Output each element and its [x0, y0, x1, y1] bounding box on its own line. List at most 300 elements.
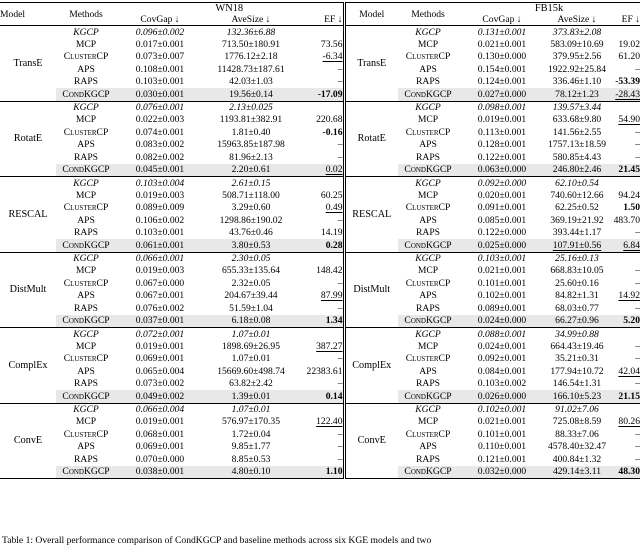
fb15k-value-cell: 61.20 [618, 51, 640, 63]
fb15k-value-cell: 91.02±7.06 [555, 404, 599, 415]
wn18-value-cell: 0.067±0.000 [135, 277, 185, 289]
method-cell: APS [419, 214, 437, 226]
fb15k-value-cell: 664.43±19.46 [550, 340, 604, 352]
fb15k-value-cell: 583.09±10.69 [550, 38, 604, 50]
fb15k-value-cell: 0.020±0.001 [477, 189, 527, 201]
method-cell: APS [77, 63, 95, 75]
wn18-value-cell: 0.073±0.007 [135, 51, 185, 63]
fb15k-value-cell [608, 328, 640, 341]
wn18-value-cell: -0.16 [322, 126, 343, 138]
wn18-value-cell [298, 403, 344, 416]
table-row [0, 328, 640, 341]
fb15k-value-cell: 19.02 [618, 38, 640, 50]
method-cell: KGCP [415, 102, 441, 113]
model-name: TransE [13, 57, 43, 69]
fb15k-value-cell: 139.57±3.44 [552, 102, 602, 113]
table-row [0, 151, 640, 164]
method-cell: RAPS [74, 378, 98, 390]
fb15k-value-cell: 400.84±1.32 [552, 453, 602, 465]
table-row [0, 390, 640, 403]
wn18-value-cell: 4.80±0.10 [204, 466, 298, 479]
fb15k-value-cell: 0.085±0.001 [477, 214, 527, 226]
method-cell: APS [77, 441, 95, 453]
wn18-value-cell: 22383.61 [306, 365, 343, 377]
fb15k-value-cell: – [635, 277, 640, 289]
fb15k-value-cell: 146.54±1.31 [552, 378, 602, 390]
fb15k-value-cell: 0.102±0.001 [477, 290, 527, 302]
wn18-value-cell: – [337, 214, 343, 226]
wn18-value-cell: 87.99 [320, 290, 343, 302]
method-cell: CondKGCP [56, 390, 116, 403]
method-cell: ClusterCP [63, 353, 109, 365]
fb15k-value-cell: 580.85±4.43 [552, 151, 602, 163]
fb15k-value-cell: 0.084±0.001 [477, 365, 527, 377]
wn18-value-cell: – [337, 139, 343, 151]
method-cell: ClusterCP [405, 428, 451, 440]
wn18-value-cell: – [337, 302, 343, 314]
fb15k-value-cell: 88.33±7.06 [555, 428, 599, 440]
wn18-value-cell: 655.33±135.64 [221, 265, 281, 277]
method-cell: KGCP [415, 404, 441, 415]
fb15k-value-cell: 0.063±0.000 [458, 164, 546, 177]
wn18-value-cell: 1.81±0.40 [231, 126, 271, 138]
table-row [0, 353, 640, 366]
fb15k-value-cell: 66.27±0.96 [546, 315, 608, 328]
fb15k-value-cell: 246.80±2.46 [546, 164, 608, 177]
fb15k-value-cell [608, 403, 640, 416]
method-cell: KGCP [73, 404, 99, 415]
method-cell: MCP [417, 38, 439, 50]
wn18-value-cell: 2.30±0.05 [231, 253, 271, 264]
wn18-value-cell: 0.017±0.001 [135, 38, 185, 50]
table-row [0, 139, 640, 152]
wn18-value-cell: 0.089±0.009 [135, 202, 185, 214]
method-cell: APS [77, 214, 95, 226]
fb15k-value-cell: 0.092±0.000 [477, 177, 527, 189]
wn18-value-cell: – [337, 353, 343, 365]
table-row [0, 428, 640, 441]
wn18-value-cell [298, 177, 344, 190]
method-cell: CondKGCP [398, 164, 458, 177]
method-cell: CondKGCP [56, 164, 116, 177]
fb15k-value-cell: 107.91±0.56 [546, 239, 608, 252]
fb15k-value-cell: 1922.92±25.84 [547, 63, 607, 75]
wn18-value-cell: 1898.69±26.95 [221, 340, 281, 352]
model-name: RESCAL [344, 177, 398, 253]
fb15k-value-cell: – [635, 265, 640, 277]
wn18-value-cell: 42.03±1.03 [229, 76, 273, 88]
method-cell: RAPS [416, 302, 440, 314]
fb15k-value-cell: 25.16±0.13 [555, 253, 599, 264]
header-model-2: Model [344, 3, 398, 26]
method-cell: RAPS [416, 378, 440, 390]
method-cell: ClusterCP [63, 51, 109, 63]
wn18-value-cell: – [337, 441, 343, 453]
table-row [0, 126, 640, 139]
wn18-value-cell: 3.80±0.53 [204, 239, 298, 252]
wn18-value-cell: 713.50±180.91 [221, 38, 281, 50]
fb15k-value-cell: 0.113±0.001 [477, 126, 527, 138]
wn18-value-cell: 15669.60±498.74 [217, 365, 285, 377]
method-cell: RAPS [416, 151, 440, 163]
model-name: TransE [344, 26, 398, 102]
wn18-value-cell: 0.019±0.001 [135, 416, 185, 428]
wn18-value-cell: 1.10 [298, 466, 344, 479]
wn18-value-cell: 1.07±0.01 [231, 328, 271, 340]
fb15k-value-cell: – [635, 227, 640, 239]
method-cell: APS [419, 139, 437, 151]
wn18-value-cell: 0.076±0.002 [135, 302, 185, 314]
method-cell: ClusterCP [63, 126, 109, 138]
wn18-value-cell: -17.09 [298, 88, 344, 101]
wn18-value-cell: – [337, 151, 343, 163]
method-cell: APS [419, 63, 437, 75]
table-row [0, 378, 640, 391]
wn18-value-cell: 1.72±0.04 [231, 428, 271, 440]
header-methods: Methods [69, 8, 103, 20]
fb15k-value-cell: 0.025±0.000 [458, 239, 546, 252]
wn18-value-cell: 14.19 [320, 227, 343, 239]
method-cell: MCP [417, 189, 439, 201]
wn18-value-cell: 1.34 [298, 315, 344, 328]
fb15k-value-cell: 0.130±0.000 [477, 51, 527, 63]
method-cell: CondKGCP [398, 466, 458, 479]
wn18-value-cell [298, 328, 344, 341]
fb15k-value-cell: 94.24 [618, 189, 640, 201]
fb15k-value-cell: 14.92 [618, 290, 640, 302]
wn18-value-cell: 63.82±2.42 [229, 378, 273, 390]
fb15k-value-cell: 62.10±0.54 [555, 177, 599, 189]
wn18-value-cell: 0.103±0.001 [135, 227, 185, 239]
fb15k-value-cell: 21.15 [608, 390, 640, 403]
wn18-value-cell: 0.072±0.001 [135, 328, 185, 340]
method-cell: ClusterCP [63, 277, 109, 289]
wn18-value-cell: 0.065±0.004 [135, 365, 185, 377]
table-row [0, 177, 640, 190]
method-cell: KGCP [415, 253, 441, 264]
wn18-value-cell: 0.066±0.004 [135, 404, 185, 415]
fb15k-value-cell: 78.12±1.23 [546, 88, 608, 101]
method-cell: RAPS [416, 453, 440, 465]
fb15k-value-cell: 0.101±0.001 [477, 428, 527, 440]
wn18-value-cell: 0.049±0.002 [116, 390, 204, 403]
model-name: ConvE [344, 403, 398, 479]
fb15k-value-cell: 6.84 [608, 239, 640, 252]
fb15k-value-cell: 373.83±2.08 [552, 26, 602, 38]
method-cell: ClusterCP [405, 202, 451, 214]
wn18-value-cell: 0.083±0.002 [135, 139, 185, 151]
table-row [0, 214, 640, 227]
wn18-value-cell: 0.28 [298, 239, 344, 252]
method-cell: CondKGCP [398, 239, 458, 252]
wn18-value-cell: 576.97±170.35 [221, 416, 281, 428]
wn18-value-cell: 0.061±0.001 [116, 239, 204, 252]
fb15k-value-cell: – [635, 353, 640, 365]
wn18-value-cell: 0.022±0.003 [135, 114, 185, 126]
fb15k-value-cell: 0.128±0.001 [477, 139, 527, 151]
wn18-value-cell: 81.96±2.13 [229, 151, 273, 163]
model-name: RotatE [344, 101, 398, 177]
method-cell: MCP [75, 265, 97, 277]
fb15k-value-cell: 177.94±10.72 [550, 365, 604, 377]
method-cell: APS [77, 290, 95, 302]
wn18-value-cell: – [337, 277, 343, 289]
wn18-value-cell: 387.27 [316, 340, 343, 352]
method-cell: RAPS [416, 227, 440, 239]
method-cell: KGCP [73, 253, 99, 264]
fb15k-value-cell: 62.25±0.52 [555, 202, 599, 214]
method-cell: KGCP [73, 328, 99, 340]
wn18-value-cell: 11428.73±187.61 [217, 63, 285, 75]
fb15k-value-cell: 54.90 [618, 114, 640, 126]
table-row [0, 202, 640, 215]
wn18-value-cell: 2.61±0.15 [231, 177, 271, 189]
wn18-value-cell: 0.070±0.000 [135, 453, 185, 465]
wn18-value-cell: 0.069±0.001 [135, 353, 185, 365]
table-row [0, 466, 640, 479]
wn18-value-cell: -6.34 [322, 51, 343, 63]
wn18-value-cell: 0.068±0.001 [135, 428, 185, 440]
wn18-value-cell: 9.85±1.77 [231, 441, 271, 453]
method-cell: MCP [417, 416, 439, 428]
fb15k-value-cell: 0.027±0.000 [458, 88, 546, 101]
method-cell: CondKGCP [398, 88, 458, 101]
method-cell: CondKGCP [56, 239, 116, 252]
wn18-value-cell: 73.56 [320, 38, 343, 50]
table-row [0, 76, 640, 89]
wn18-value-cell: – [337, 453, 343, 465]
fb15k-value-cell: 369.19±21.92 [550, 214, 604, 226]
table-row [0, 403, 640, 416]
method-cell: RAPS [74, 227, 98, 239]
method-cell: CondKGCP [398, 390, 458, 403]
method-cell: APS [77, 139, 95, 151]
fb15k-value-cell: 35.21±0.31 [555, 353, 599, 365]
table-row [0, 101, 640, 114]
wn18-value-cell: 1776.12±2.18 [224, 51, 278, 63]
table-row [0, 365, 640, 378]
fb15k-value-cell: 0.110±0.001 [477, 441, 527, 453]
wn18-value-cell: 60.25 [320, 189, 343, 201]
table-row [0, 38, 640, 51]
fb15k-value-cell: 0.024±0.001 [477, 340, 527, 352]
fb15k-value-cell: 0.091±0.001 [477, 202, 527, 214]
wn18-value-cell: 15963.85±187.98 [217, 139, 285, 151]
fb15k-value-cell: – [635, 441, 640, 453]
wn18-value-cell: 122.40 [316, 416, 343, 428]
method-cell: CondKGCP [56, 466, 116, 479]
fb15k-value-cell: -28.43 [608, 88, 640, 101]
wn18-value-cell: 0.019±0.003 [135, 265, 185, 277]
wn18-value-cell: 51.59±1.04 [229, 302, 273, 314]
method-cell: CondKGCP [398, 315, 458, 328]
wn18-value-cell [298, 252, 344, 265]
fb15k-value-cell: 0.103±0.001 [477, 253, 527, 264]
model-name: RESCAL [8, 208, 48, 220]
method-cell: MCP [75, 38, 97, 50]
table-row [0, 340, 640, 353]
header-wn18-covgap: CovGap ↓ [140, 14, 180, 25]
fb15k-value-cell: 429.14±3.11 [546, 466, 608, 479]
wn18-value-cell: 43.76±0.46 [229, 227, 273, 239]
method-cell: MCP [75, 189, 97, 201]
wn18-value-cell: 3.29±0.60 [231, 202, 271, 214]
wn18-value-cell: 0.082±0.002 [135, 151, 185, 163]
fb15k-value-cell [608, 101, 640, 114]
method-cell: RAPS [74, 76, 98, 88]
wn18-value-cell: 1298.86±190.02 [219, 214, 283, 226]
wn18-value-cell: 0.069±0.001 [135, 441, 185, 453]
fb15k-value-cell: 0.122±0.001 [477, 151, 527, 163]
table-row [0, 51, 640, 64]
header-fb15k-avesize: AveSize ↓ [557, 14, 597, 25]
method-cell: RAPS [74, 302, 98, 314]
fb15k-value-cell: 0.122±0.000 [477, 227, 527, 239]
method-cell: MCP [75, 340, 97, 352]
table-row [0, 114, 640, 127]
method-cell: ClusterCP [63, 202, 109, 214]
fb15k-value-cell: 0.103±0.002 [477, 378, 527, 390]
table-row [0, 302, 640, 315]
fb15k-value-cell: – [635, 340, 640, 352]
wn18-value-cell: 0.019±0.003 [135, 189, 185, 201]
fb15k-value-cell: 0.124±0.001 [477, 76, 527, 88]
method-cell: KGCP [73, 177, 99, 189]
method-cell: CondKGCP [56, 315, 116, 328]
wn18-value-cell: 132.36±6.88 [226, 26, 276, 38]
table-row [0, 290, 640, 303]
fb15k-value-cell: 668.83±10.05 [550, 265, 604, 277]
table-row [0, 164, 640, 177]
method-cell: MCP [417, 265, 439, 277]
wn18-value-cell: 0.076±0.001 [135, 102, 185, 113]
fb15k-value-cell: -53.39 [615, 76, 640, 88]
fb15k-value-cell: – [635, 453, 640, 465]
fb15k-value-cell: 1.50 [623, 202, 640, 214]
fb15k-value-cell: 0.019±0.001 [477, 114, 527, 126]
wn18-value-cell: 0.02 [298, 164, 344, 177]
wn18-value-cell: 19.56±0.14 [204, 88, 298, 101]
model-name: DistMult [344, 252, 398, 328]
model-name: DistMult [9, 284, 47, 296]
method-cell: MCP [75, 114, 97, 126]
wn18-value-cell: 0.038±0.001 [116, 466, 204, 479]
fb15k-value-cell: – [635, 63, 640, 75]
table-row [0, 26, 640, 39]
header-methods-2: Methods [411, 8, 445, 20]
table-row [0, 441, 640, 454]
header-fb15k: FB15k [534, 3, 564, 14]
method-cell: MCP [417, 340, 439, 352]
method-cell: MCP [417, 114, 439, 126]
fb15k-value-cell: 5.20 [608, 315, 640, 328]
fb15k-value-cell [608, 252, 640, 265]
method-cell: KGCP [415, 177, 441, 189]
model-name: RotatE [13, 133, 43, 145]
method-cell: ClusterCP [405, 353, 451, 365]
fb15k-value-cell: – [635, 302, 640, 314]
method-cell: CondKGCP [56, 88, 116, 101]
method-cell: KGCP [73, 26, 99, 38]
table-row [0, 63, 640, 76]
method-cell: RAPS [416, 76, 440, 88]
method-cell: ClusterCP [405, 126, 451, 138]
wn18-value-cell: 0.49 [325, 202, 343, 214]
header-wn18-ef: EF ↓ [324, 14, 343, 25]
wn18-value-cell: 204.67±39.44 [224, 290, 278, 302]
fb15k-value-cell: 0.154±0.001 [477, 63, 527, 75]
method-cell: KGCP [415, 26, 441, 38]
table-row [0, 265, 640, 278]
fb15k-value-cell: 0.102±0.001 [477, 404, 527, 415]
results-table [0, 2, 640, 479]
fb15k-value-cell: 740.60±12.66 [550, 189, 604, 201]
fb15k-value-cell: – [635, 378, 640, 390]
method-cell: APS [419, 290, 437, 302]
table-row [0, 453, 640, 466]
fb15k-value-cell: – [635, 139, 640, 151]
model-name: ComplEx [344, 328, 398, 404]
fb15k-value-cell: 21.45 [608, 164, 640, 177]
wn18-value-cell: 1.07±0.01 [231, 404, 271, 415]
wn18-value-cell: 0.037±0.001 [116, 315, 204, 328]
header-wn18-avesize: AveSize ↓ [231, 14, 271, 25]
fb15k-value-cell: 379.95±2.56 [552, 51, 602, 63]
method-cell: MCP [75, 416, 97, 428]
fb15k-value-cell: 0.032±0.000 [458, 466, 546, 479]
fb15k-value-cell: 84.82±1.31 [555, 290, 599, 302]
table-row [0, 227, 640, 240]
wn18-value-cell: 0.103±0.001 [135, 76, 185, 88]
fb15k-value-cell: 42.04 [618, 365, 640, 377]
fb15k-value-cell: 0.092±0.001 [477, 353, 527, 365]
wn18-value-cell: 0.067±0.001 [135, 290, 185, 302]
wn18-value-cell: 2.13±0.025 [229, 102, 273, 113]
table-row [0, 189, 640, 202]
fb15k-value-cell: 34.99±0.88 [555, 328, 599, 340]
fb15k-value-cell: 0.101±0.001 [477, 277, 527, 289]
fb15k-value-cell: 393.44±1.17 [552, 227, 602, 239]
wn18-value-cell: 220.68 [316, 114, 343, 126]
fb15k-value-cell: 1757.13±18.59 [547, 139, 607, 151]
wn18-value-cell: 2.32±0.05 [231, 277, 271, 289]
fb15k-value-cell: 725.08±8.59 [552, 416, 602, 428]
wn18-value-cell: 0.030±0.001 [116, 88, 204, 101]
fb15k-value-cell: 68.03±0.77 [555, 302, 599, 314]
wn18-value-cell: 148.42 [316, 265, 343, 277]
method-cell: ClusterCP [405, 51, 451, 63]
wn18-value-cell: 0.096±0.002 [135, 26, 185, 38]
wn18-value-cell: 0.108±0.001 [135, 63, 185, 75]
fb15k-value-cell: 0.121±0.001 [477, 453, 527, 465]
wn18-value-cell: 0.103±0.004 [135, 177, 185, 189]
wn18-value-cell [298, 101, 344, 114]
fb15k-value-cell: 25.60±0.16 [555, 277, 599, 289]
header-model: Model [0, 8, 26, 20]
method-cell: RAPS [74, 151, 98, 163]
fb15k-value-cell: 0.021±0.001 [477, 38, 527, 50]
method-cell: ClusterCP [405, 277, 451, 289]
wn18-value-cell: 0.045±0.001 [116, 164, 204, 177]
wn18-value-cell: 1.07±0.01 [231, 353, 271, 365]
fb15k-value-cell: 0.021±0.001 [477, 265, 527, 277]
fb15k-value-cell: – [635, 428, 640, 440]
wn18-value-cell: 508.71±118.00 [222, 189, 280, 201]
wn18-value-cell: 0.074±0.001 [135, 126, 185, 138]
wn18-value-cell: 8.85±0.53 [231, 453, 271, 465]
fb15k-value-cell: 0.088±0.001 [477, 328, 527, 340]
fb15k-value-cell: 4578.40±32.47 [547, 441, 607, 453]
